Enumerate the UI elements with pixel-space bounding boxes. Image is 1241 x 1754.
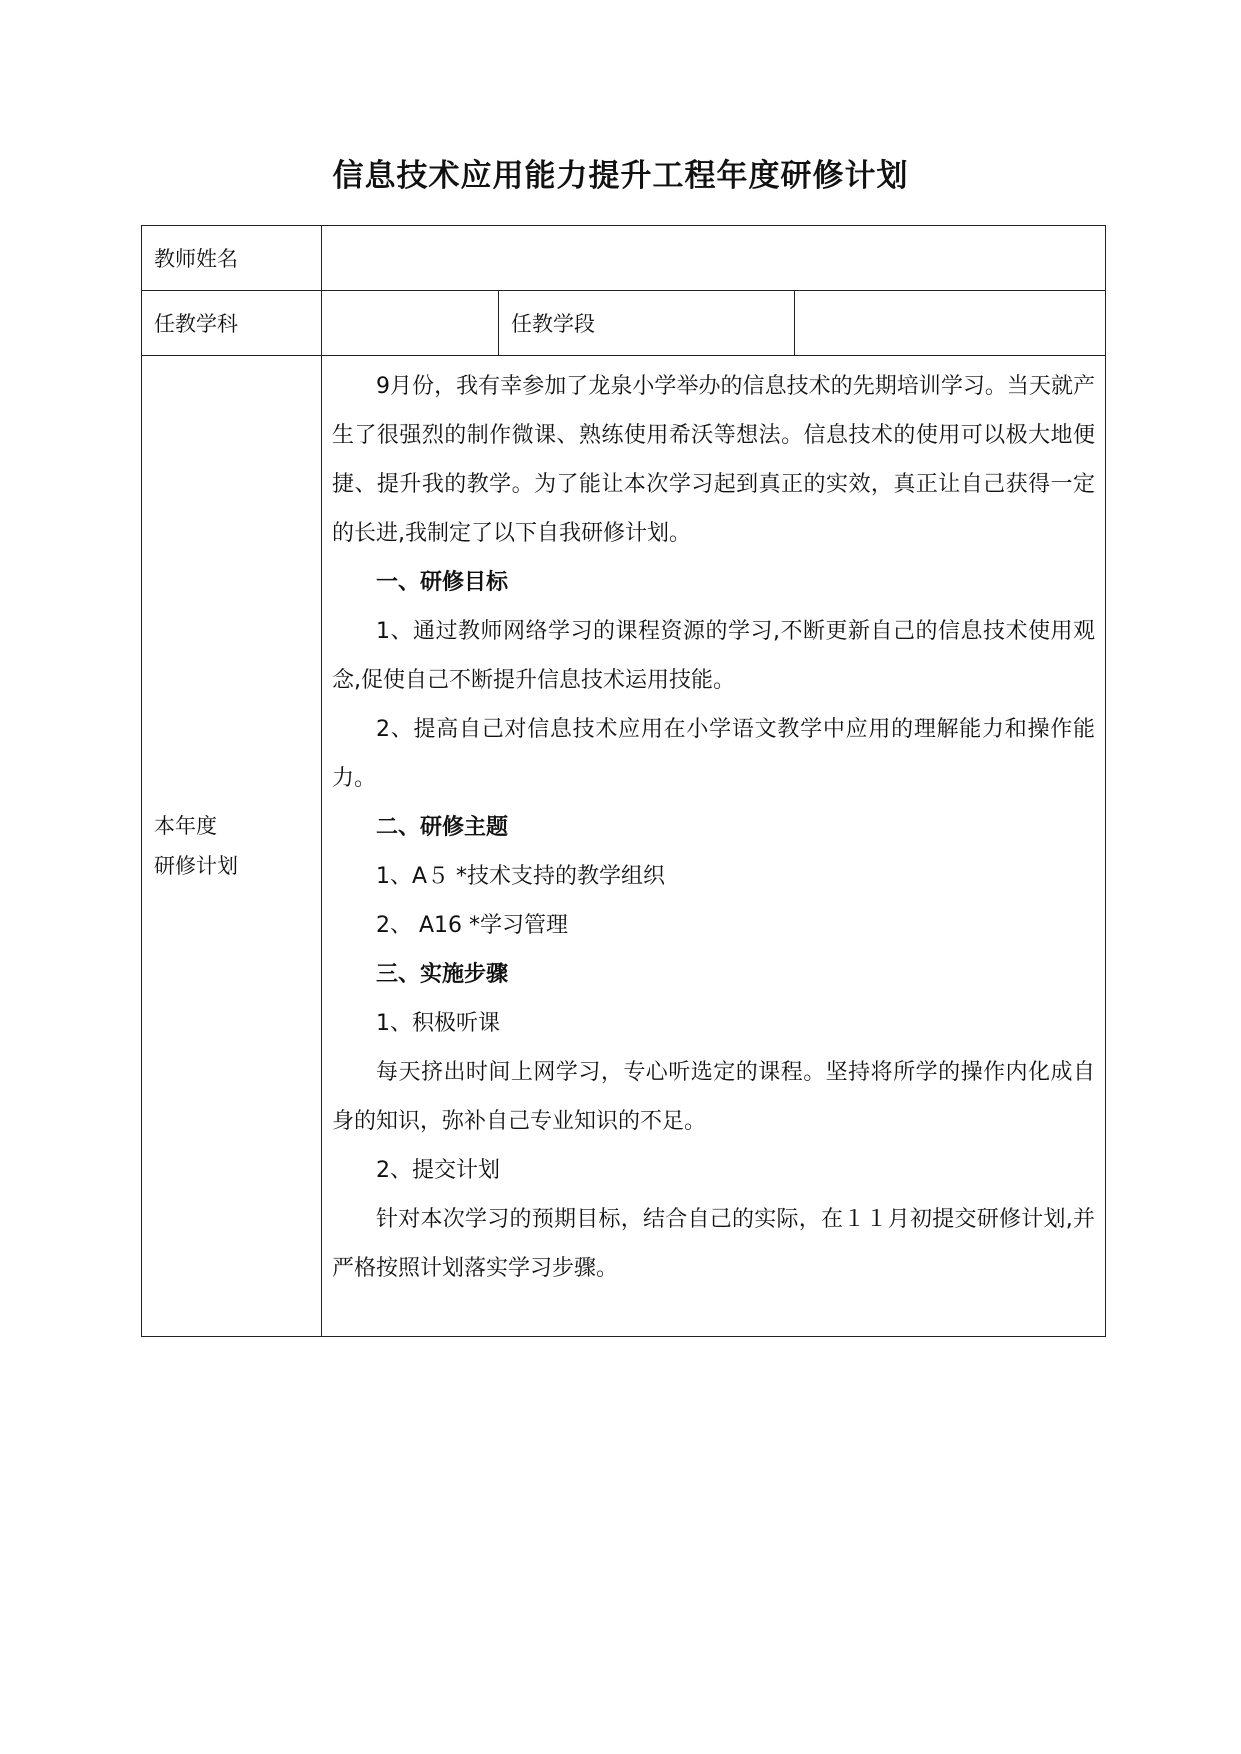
teacher-name-field[interactable] bbox=[322, 226, 1106, 291]
table-row bbox=[142, 291, 1106, 356]
plan-content-cell[interactable] bbox=[322, 356, 1106, 1337]
grade-label: 任教学段 bbox=[499, 291, 795, 356]
table-row bbox=[142, 356, 1106, 1337]
step-title: 1、积极听课 bbox=[376, 1011, 500, 1036]
step-paragraph: 每天挤出时间上网学习，专心听选定的课程。坚持将所学的操作内化成自身的知识，弥补自己专业知识的不足。 bbox=[332, 1060, 1096, 1134]
goal-item: 2、提高自己对信息技术应用在小学语文教学中应用的理解能力和操作能力。 bbox=[332, 717, 1096, 791]
step-title: 2、提交计划 bbox=[376, 1158, 500, 1183]
topic-item: 2、 A16 *学习管理 bbox=[376, 913, 569, 938]
section-heading: 二、研修主题 bbox=[376, 815, 509, 840]
teacher-name-label: 教师姓名 bbox=[142, 226, 322, 291]
plan-label-line: 研修计划 bbox=[154, 854, 238, 878]
goal-item: 1、通过教师网络学习的课程资源的学习,不断更新自己的信息技术使用观念,促使自己不断提升信息技术运用技能。 bbox=[332, 619, 1096, 693]
subject-label: 任教学科 bbox=[142, 291, 322, 356]
step-paragraph: 针对本次学习的预期目标，结合自己的实际，在１１月初提交研修计划,并严格按照计划落实学习步骤。 bbox=[332, 1207, 1096, 1281]
intro-paragraph: 9月份，我有幸参加了龙泉小学举办的信息技术的先期培训学习。当天就产生了很强烈的制作微课、熟练使用希沃等想法。信息技术的使用可以极大地便捷、提升我的教学。为了能让本次学习起到真正的实效，真正让自己获得一定的长进,我制定了以下自我研修计划。 bbox=[332, 374, 1096, 546]
page-title: 信息技术应用能力提升工程年度研修计划 bbox=[332, 158, 909, 194]
topic-item: 1、A５ *技术支持的教学组织 bbox=[376, 864, 666, 889]
section-heading: 一、研修目标 bbox=[376, 570, 509, 595]
plan-label-cell bbox=[142, 356, 322, 1337]
section-heading: 三、实施步骤 bbox=[376, 962, 509, 987]
grade-field[interactable] bbox=[795, 291, 1106, 356]
table-row bbox=[142, 226, 1106, 291]
plan-label-line: 本年度 bbox=[154, 814, 217, 838]
subject-field[interactable] bbox=[322, 291, 499, 356]
plan-form-table bbox=[141, 225, 1106, 1337]
